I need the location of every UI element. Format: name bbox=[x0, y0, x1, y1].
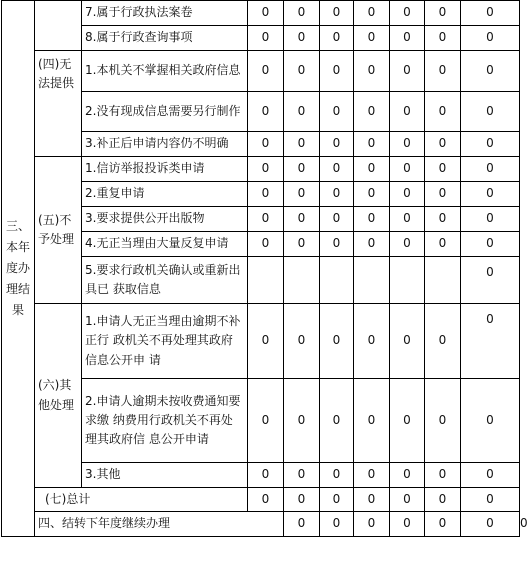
value-cell: 0 bbox=[320, 51, 354, 92]
value-cell: 0 bbox=[284, 463, 320, 488]
value-cell: 0 bbox=[425, 92, 461, 132]
value-cell: 0 bbox=[320, 157, 354, 182]
value-cell: 0 bbox=[284, 51, 320, 92]
value-cell: 0 bbox=[461, 232, 520, 257]
value-cell: 0 bbox=[425, 512, 461, 537]
table-row bbox=[2, 157, 520, 182]
value-cell: 0 bbox=[248, 92, 284, 132]
value-cell bbox=[425, 257, 461, 304]
value-cell: 0 bbox=[320, 207, 354, 232]
value-cell: 0 bbox=[390, 157, 425, 182]
value-cell: 0 bbox=[284, 182, 320, 207]
value-cell: 0 bbox=[284, 26, 320, 51]
value-cell: 0 bbox=[320, 92, 354, 132]
value-cell: 0 bbox=[354, 182, 390, 207]
table-row bbox=[2, 488, 520, 512]
item-label: 1.本机关不掌握相关政府信息 bbox=[82, 51, 248, 92]
value-cell: 0 bbox=[284, 207, 320, 232]
value-cell: 0 bbox=[461, 157, 520, 182]
value-cell: 0 bbox=[390, 182, 425, 207]
table-row bbox=[2, 51, 520, 92]
item-label: 3.其他 bbox=[82, 463, 248, 488]
value-cell: 0 bbox=[425, 51, 461, 92]
value-cell: 0 bbox=[390, 207, 425, 232]
value-cell: 0 bbox=[461, 182, 520, 207]
value-cell: 0 bbox=[284, 379, 320, 463]
value-cell: 0 bbox=[354, 463, 390, 488]
value-cell: 0 bbox=[461, 132, 520, 157]
value-cell: 0 bbox=[390, 488, 425, 512]
value-cell: 0 bbox=[425, 132, 461, 157]
value-cell: 0 bbox=[320, 1, 354, 26]
value-cell: 0 bbox=[390, 512, 425, 537]
value-cell: 0 bbox=[425, 157, 461, 182]
value-cell: 0 bbox=[284, 1, 320, 26]
value-cell: 0 bbox=[461, 92, 520, 132]
value-cell: 0 bbox=[390, 463, 425, 488]
value-cell: 0 bbox=[390, 51, 425, 92]
value-cell: 0 bbox=[425, 379, 461, 463]
value-cell: 0 bbox=[461, 257, 520, 304]
item-label: 4.无正当理由大量反复申请 bbox=[82, 232, 248, 257]
value-cell: 0 bbox=[284, 92, 320, 132]
item-label: 8.属于行政查询事项 bbox=[82, 26, 248, 51]
value-cell: 0 bbox=[284, 232, 320, 257]
value-cell: 0 bbox=[248, 207, 284, 232]
item-label: 2.重复申请 bbox=[82, 182, 248, 207]
value-cell: 0 bbox=[354, 26, 390, 51]
item-label: 3.要求提供公开出版物 bbox=[82, 207, 248, 232]
value-cell: 0 bbox=[425, 1, 461, 26]
value-cell: 0 bbox=[425, 304, 461, 379]
value-cell: 0 bbox=[461, 1, 520, 26]
value-cell: 0 bbox=[320, 232, 354, 257]
value-cell: 0 bbox=[248, 132, 284, 157]
item-label: 7.属于行政执法案卷 bbox=[82, 1, 248, 26]
value-cell: 0 bbox=[354, 304, 390, 379]
category-cell bbox=[35, 1, 82, 51]
value-cell: 0 bbox=[425, 232, 461, 257]
value-cell bbox=[248, 257, 284, 304]
value-cell: 0 bbox=[354, 207, 390, 232]
value-cell: 0 bbox=[461, 488, 520, 512]
value-cell: 0 bbox=[284, 132, 320, 157]
value-cell bbox=[390, 257, 425, 304]
value-cell: 0 bbox=[425, 207, 461, 232]
category-label-6: (六)其他处理 bbox=[35, 304, 82, 488]
total-label: (七)总计 bbox=[35, 488, 248, 512]
value-cell: 0 bbox=[354, 132, 390, 157]
value-cell: 0 bbox=[461, 51, 520, 92]
value-cell: 0 bbox=[354, 488, 390, 512]
value-cell: 0 bbox=[354, 379, 390, 463]
value-cell bbox=[320, 257, 354, 304]
value-cell: 0 bbox=[248, 379, 284, 463]
value-cell: 0 bbox=[390, 304, 425, 379]
item-label: 3.补正后申请内容仍不明确 bbox=[82, 132, 248, 157]
value-cell: 0 bbox=[425, 488, 461, 512]
results-table bbox=[1, 0, 528, 537]
value-cell bbox=[354, 257, 390, 304]
table-row: 四、结转下年度继续办理 0 0 0 0 0 0 0 bbox=[2, 512, 520, 537]
value-cell: 0 bbox=[425, 182, 461, 207]
value-cell: 0 bbox=[390, 26, 425, 51]
value-cell: 0 bbox=[461, 26, 520, 51]
value-cell: 0 bbox=[390, 1, 425, 26]
value-cell: 0 bbox=[390, 92, 425, 132]
value-cell: 0 bbox=[461, 512, 520, 537]
value-cell: 0 bbox=[248, 463, 284, 488]
value-cell: 0 bbox=[248, 1, 284, 26]
value-cell: 0 bbox=[320, 182, 354, 207]
item-label: 1.申请人无正当理由逾期不补正行 政机关不再处理其政府信息公开申 请 bbox=[82, 304, 248, 379]
value-cell: 0 bbox=[248, 304, 284, 379]
value-cell: 0 bbox=[425, 463, 461, 488]
value-cell: 0 bbox=[320, 488, 354, 512]
value-cell: 0 bbox=[248, 182, 284, 207]
value-cell bbox=[284, 257, 320, 304]
value-cell: 0 bbox=[354, 157, 390, 182]
table-row bbox=[2, 304, 520, 379]
value-cell: 0 bbox=[248, 232, 284, 257]
value-cell: 0 bbox=[248, 26, 284, 51]
table-row bbox=[2, 1, 520, 26]
item-label: 5.要求行政机关确认或重新出具已 获取信息 bbox=[82, 257, 248, 304]
value-cell: 0 bbox=[461, 304, 520, 379]
value-cell: 0 bbox=[320, 512, 354, 537]
category-label-5: (五)不予处理 bbox=[35, 157, 82, 304]
value-cell: 0 bbox=[461, 379, 520, 463]
value-cell: 0 bbox=[284, 488, 320, 512]
value-cell: 0 bbox=[354, 92, 390, 132]
value-cell: 0 bbox=[354, 232, 390, 257]
value-cell: 0 bbox=[390, 132, 425, 157]
value-cell: 0 bbox=[320, 379, 354, 463]
category-label-4: (四)无法提供 bbox=[35, 51, 82, 157]
item-label: 1.信访举报投诉类申请 bbox=[82, 157, 248, 182]
section-three-label: 三、本年度办理结果 bbox=[2, 1, 35, 537]
value-cell: 0 bbox=[248, 51, 284, 92]
value-cell: 0 bbox=[461, 463, 520, 488]
value-cell: 0 bbox=[248, 157, 284, 182]
value-cell: 0 bbox=[390, 379, 425, 463]
value-cell: 0 bbox=[284, 157, 320, 182]
value-cell: 0 bbox=[425, 26, 461, 51]
value-cell: 0 bbox=[354, 1, 390, 26]
item-label: 2.没有现成信息需要另行制作 bbox=[82, 92, 248, 132]
value-cell: 0 bbox=[284, 512, 320, 537]
item-label: 2.申请人逾期未按收费通知要求缴 纳费用行政机关不再处理其政府信 息公开申请 bbox=[82, 379, 248, 463]
value-cell: 0 bbox=[320, 132, 354, 157]
value-cell: 0 bbox=[390, 232, 425, 257]
value-cell: 0 bbox=[354, 512, 390, 537]
value-cell: 0 bbox=[284, 304, 320, 379]
value-cell: 0 bbox=[461, 207, 520, 232]
value-cell: 0 bbox=[320, 304, 354, 379]
value-cell: 0 bbox=[320, 463, 354, 488]
value-cell: 0 bbox=[248, 488, 284, 512]
value-cell: 0 bbox=[320, 26, 354, 51]
section-four-label: 四、结转下年度继续办理 bbox=[35, 512, 284, 537]
value-cell: 0 bbox=[354, 51, 390, 92]
